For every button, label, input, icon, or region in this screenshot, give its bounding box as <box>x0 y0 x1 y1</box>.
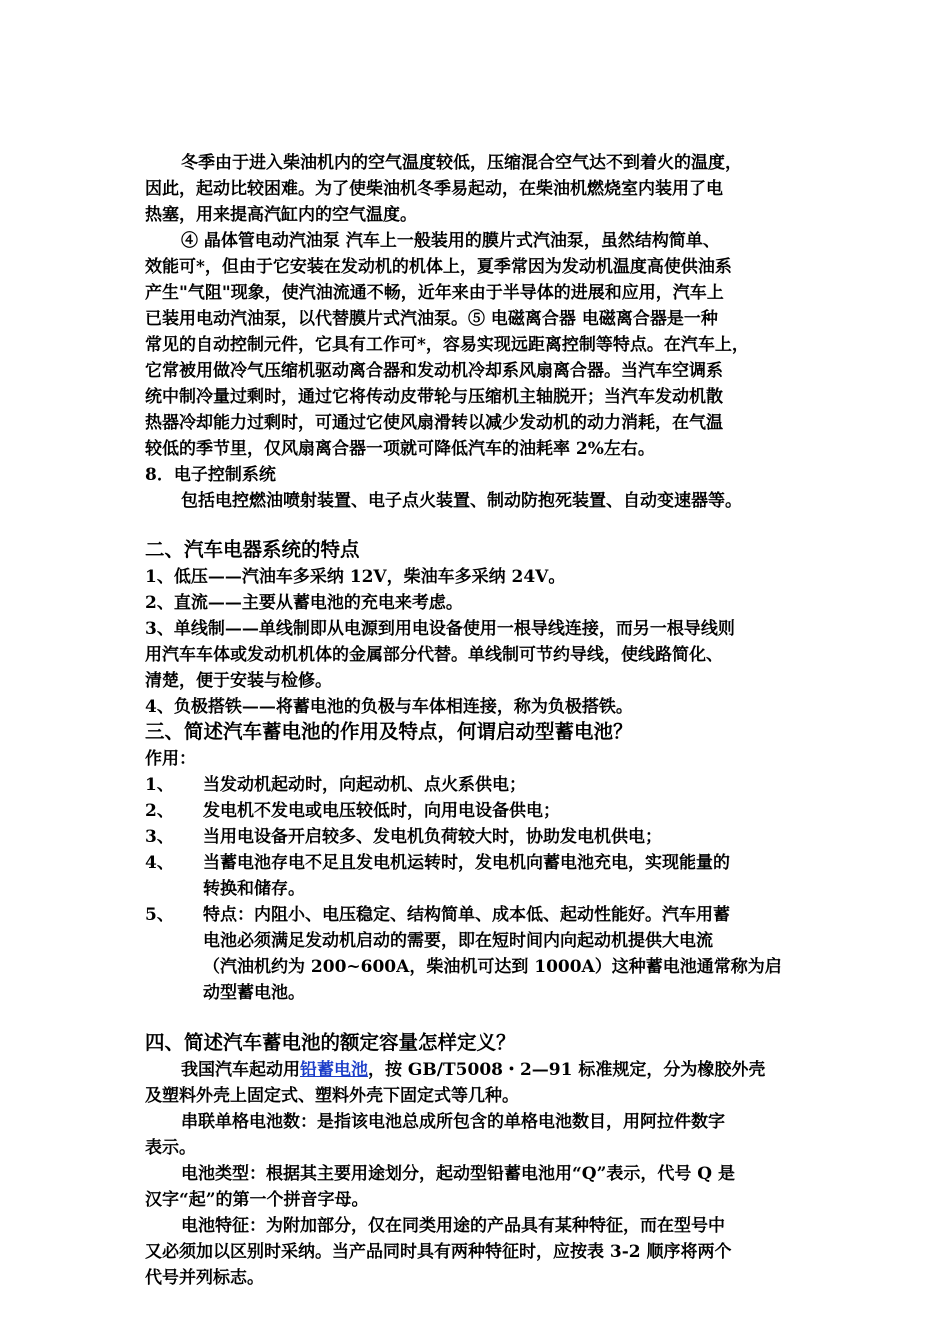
section-2-line-5: 清楚，便于安装与检修。 <box>145 671 332 691</box>
section-4-para-1-post: ，按 GB/T5008・2—91 标准规定，分为橡胶外壳 <box>368 1060 766 1080</box>
section-8-title: 8．电子控制系统 <box>145 465 276 485</box>
para-pump-line-7: 统中制冷量过剩时，通过它将传动皮带轮与压缩机主轴脱开；当汽车发动机散 <box>145 387 723 407</box>
list-item-text: 发电机不发电或电压较低时，向用电设备供电； <box>203 801 560 821</box>
list-item-text: 当发动机起动时，向起动机、点火系供电； <box>203 775 526 795</box>
section-4-para-4-line-1: 电池特征：为附加部分，仅在同类用途的产品具有某种特征，而在型号中 <box>181 1216 725 1236</box>
para-pump-line-2: 效能可*，但由于它安装在发动机的机体上，夏季常因为发动机温度高使供油系 <box>145 257 732 277</box>
section-2-line-3: 3、单线制——单线制即从电源到用电设备使用一根导线连接，而另一根导线则 <box>145 619 735 639</box>
list-number: 5、 <box>145 905 174 925</box>
section-4-para-1-pre: 我国汽车起动用 <box>181 1060 300 1080</box>
list-item-text: 特点：内阻小、电压稳定、结构简单、成本低、起动性能好。汽车用蓄 <box>203 905 730 925</box>
lead-acid-battery-link[interactable]: 铅蓄电池 <box>300 1060 368 1080</box>
section-2-line-4: 用汽车车体或发动机机体的金属部分代替。单线制可节约导线，使线路简化、 <box>145 645 723 665</box>
list-number: 1、 <box>145 775 174 795</box>
list-number: 4、 <box>145 853 174 873</box>
para-pump-line-3: 产生"气阻"现象，使汽油流通不畅，近年来由于半导体的进展和应用，汽车上 <box>145 283 724 303</box>
para-winter-line-3: 热塞，用来提高汽缸内的空气温度。 <box>145 205 417 225</box>
section-3-intro: 作用： <box>145 749 196 769</box>
list-item-text: （汽油机约为 200~600A，柴油机可达到 1000A）这种蓄电池通常称为启 <box>203 957 782 977</box>
section-4-para-3-line-1: 电池类型：根据其主要用途划分，起动型铅蓄电池用“Q”表示，代号 Q 是 <box>181 1164 736 1184</box>
section-2-line-6: 4、负极搭铁——将蓄电池的负极与车体相连接，称为负极搭铁。 <box>145 697 633 717</box>
list-number: 3、 <box>145 827 174 847</box>
para-pump-line-5: 常见的自动控制元件，它具有工作可*，容易实现远距离控制等特点。在汽车上， <box>145 335 749 355</box>
list-item-text: 转换和储存。 <box>203 879 305 899</box>
para-winter-line-2: 因此，起动比较困难。为了使柴油机冬季易起动，在柴油机燃烧室内装用了电 <box>145 179 723 199</box>
para-pump-line-6: 它常被用做冷气压缩机驱动离合器和发动机冷却系风扇离合器。当汽车空调系 <box>145 361 723 381</box>
section-8-body: 包括电控燃油喷射装置、电子点火装置、制动防抱死装置、自动变速器等。 <box>181 491 742 511</box>
section-4-para-3-line-2: 汉字“起”的第一个拼音字母。 <box>145 1190 369 1210</box>
section-2-line-2: 2、直流——主要从蓄电池的充电来考虑。 <box>145 593 463 613</box>
section-4-para-1-line-1 <box>181 1057 765 1083</box>
section-4-para-4-line-2: 又必须加以区别时采纳。当产品同时具有两种特征时，应按表 3-2 顺序将两个 <box>145 1242 732 1262</box>
para-pump-line-9: 较低的季节里，仅风扇离合器一项就可降低汽车的油耗率 2%左右。 <box>145 439 655 459</box>
section-2-title: 二、汽车电器系统的特点 <box>145 538 360 561</box>
section-4-title: 四、简述汽车蓄电池的额定容量怎样定义？ <box>145 1031 516 1054</box>
list-item-text: 电池必须满足发动机启动的需要，即在短时间内向起动机提供大电流 <box>203 931 713 951</box>
section-3-title: 三、简述汽车蓄电池的作用及特点，何谓启动型蓄电池？ <box>145 720 633 743</box>
section-4-para-4-line-3: 代号并列标志。 <box>145 1268 264 1288</box>
section-4-para-1-line-2: 及塑料外壳上固定式、塑料外壳下固定式等几种。 <box>145 1086 519 1106</box>
list-item-text: 动型蓄电池。 <box>203 983 305 1003</box>
list-item-text: 当蓄电池存电不足且发电机运转时，发电机向蓄电池充电，实现能量的 <box>203 853 730 873</box>
list-number: 2、 <box>145 801 174 821</box>
section-4-para-2-line-2: 表示。 <box>145 1138 196 1158</box>
para-winter-line-1: 冬季由于进入柴油机内的空气温度较低，压缩混合空气达不到着火的温度， <box>181 153 742 173</box>
para-pump-line-1: ④ 晶体管电动汽油泵 汽车上一般装用的膜片式汽油泵，虽然结构简单、 <box>181 231 720 251</box>
para-pump-line-8: 热器冷却能力过剩时，可通过它使风扇滑转以减少发动机的动力消耗，在气温 <box>145 413 723 433</box>
section-4-para-2-line-1: 串联单格电池数：是指该电池总成所包含的单格电池数目，用阿拉件数字 <box>181 1112 725 1132</box>
section-2-line-1: 1、低压——汽油车多采纳 12V，柴油车多采纳 24V。 <box>145 567 566 587</box>
para-pump-line-4: 已装用电动汽油泵，以代替膜片式汽油泵。⑤ 电磁离合器 电磁离合器是一种 <box>145 309 718 329</box>
list-item-text: 当用电设备开启较多、发电机负荷较大时，协助发电机供电； <box>203 827 662 847</box>
